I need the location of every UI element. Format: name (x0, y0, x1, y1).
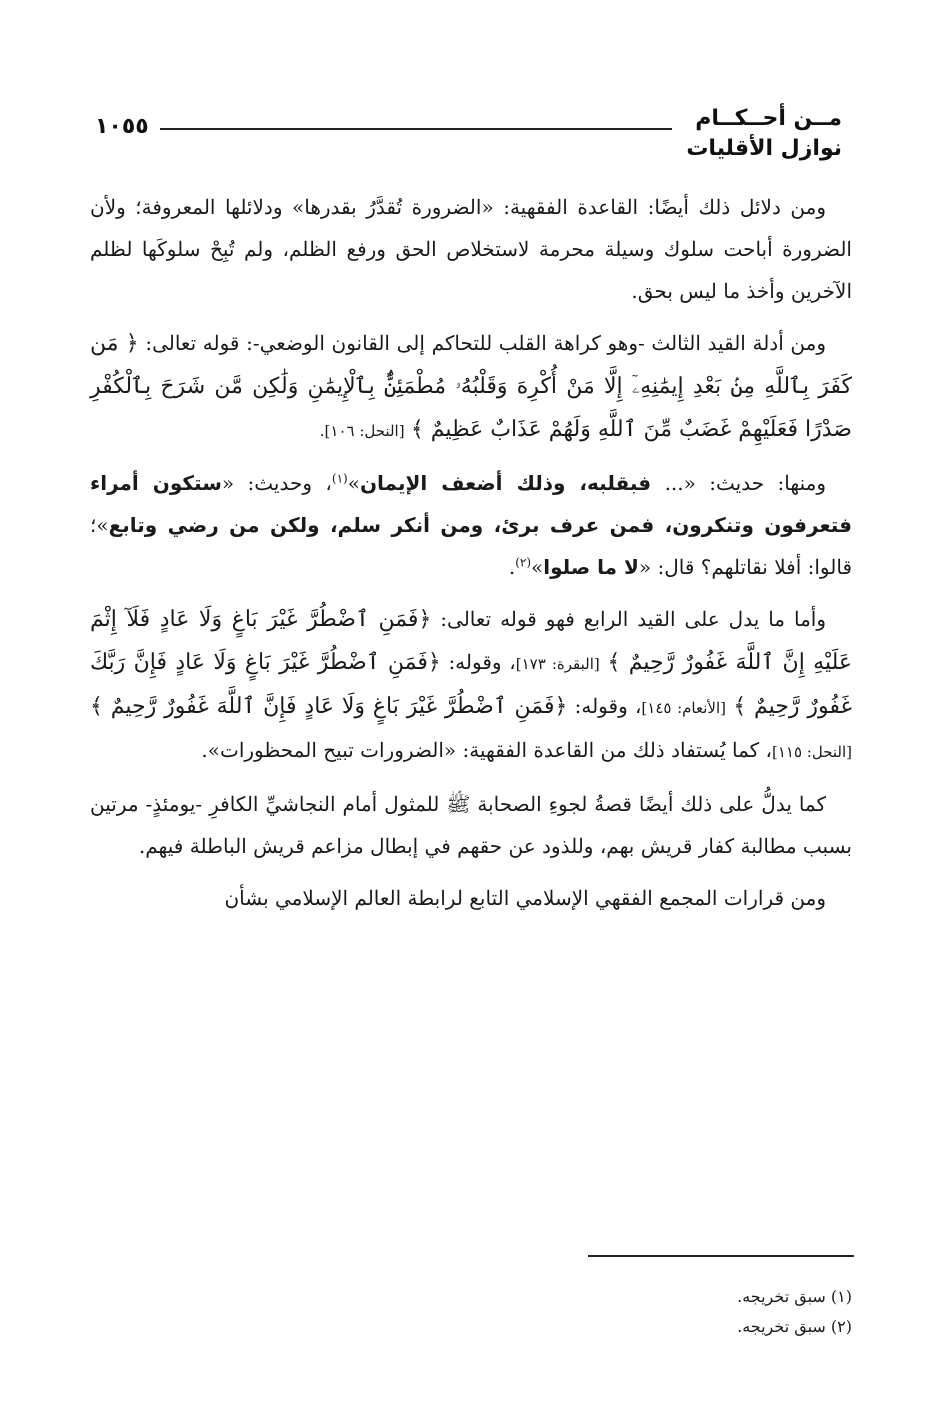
page-number: ١٠٥٥ (95, 114, 149, 139)
paragraph-4-text-c: ، وقوله: (567, 694, 642, 718)
paragraph-3-text-e: » (531, 555, 544, 579)
paragraph-3-text-b: » (347, 471, 360, 495)
hadith-text-1: فبقلبه، وذلك أضعف الإيمان (359, 471, 652, 495)
paragraph-3-text-f: . (508, 555, 516, 579)
paragraph-1: ومن دلائل ذلك أيضًا: القاعدة الفقهية: «الضرورة تُقدَّرُ بقدرها» ودلائلها المعروفة؛ ولأن الضرورة أباحت سلوك وسيلة محرمة لاستخلاص الحق ورفع الظلم، ولم تُبِحْ سلوكَها لظلم الآخرين وأخذ ما ليس بحق. (90, 195, 852, 303)
paragraph-2-intro: ومن أدلة القيد الثالث -وهو كراهة القلب للتحاكم إلى القانون الوضعي-: قوله تعالى: (138, 331, 826, 355)
hadith-text-2: ستكون أمراء فتعرفون وتنكرون، فمن عرف برئ، ومن أنكر سلم، ولكن من رضي وتابع (90, 471, 852, 537)
footnote-2: (٢) سبق تخريجه. (737, 1317, 852, 1336)
main-text (90, 186, 852, 929)
paragraph-4-text-a: وأما ما يدل على القيد الرابع فهو قوله تعالى: (431, 607, 826, 631)
verse-citation: [النحل: ١١٥] (771, 743, 852, 761)
book-title-line-1: مــن أحــكــام (695, 106, 842, 131)
footnote-1: (١) سبق تخريجه. (737, 1287, 852, 1306)
quran-verse-baqarah-173: ﴿فَمَنِ ٱضْطُرَّ غَيْرَ بَاغٍ وَلَا عَادٍ فَلَآ إِثْمَ عَلَيْهِ إِنَّ ٱللَّهَ غَفُورٌ رَّحِيمٌ ﴾ (90, 607, 852, 675)
verse-citation: [البقرة: ١٧٣] (515, 655, 600, 673)
footnote-separator (588, 1255, 854, 1257)
paragraph-2 (90, 322, 852, 452)
paragraph-3-text-c: ، وحديث: « (221, 471, 332, 495)
footnote-ref-2: (٢) (515, 555, 532, 570)
verse-citation: [الأنعام: ١٤٥] (641, 699, 726, 717)
paragraph-5: كما يدلُّ على ذلك أيضًا قصةُ لجوءِ الصحابة ﷺ للمثول أمام النجاشيِّ الكافرِ -يومئذٍ- مرتين بسبب مطالبة كفار قريش بهم، وللذود عن حقهم في إبطال مزاعم قريش الباطلة فيهم. (90, 792, 852, 858)
hadith-text-3: لا ما صلوا (543, 555, 639, 579)
verse-citation: [النحل: ١٠٦]. (319, 422, 405, 440)
book-title-line-2: نوازل الأقليات (686, 136, 842, 161)
quran-verse-anam-145: ﴿فَمَنِ ٱضْطُرَّ غَيْرَ بَاغٍ وَلَا عَادٍ فَإِنَّ رَبَّكَ غَفُورٌ رَّحِيمٌ ﴾ (90, 650, 852, 719)
paragraph-3-text-a: ومنها: حديث: «... (651, 471, 826, 495)
paragraph-4 (90, 598, 852, 773)
paragraph-4-text-d: ، كما يُستفاد ذلك من القاعدة الفقهية: «الضرورات تبيح المحظورات». (201, 738, 772, 762)
paragraph-3 (90, 462, 852, 588)
quran-verse-nahl-106: ﴿ مَن كَفَرَ بِٱللَّهِ مِنۢ بَعْدِ إِيمَٰنِهِۦٓ إِلَّا مَنْ أُكْرِهَ وَقَلْبُهُۥ مُطْمَئِنٌّۢ بِٱلْإِيمَٰنِ وَلَٰكِن مَّن شَرَحَ بِٱلْكُفْرِ صَدْرًا فَعَلَيْهِمْ غَضَبٌ مِّنَ ٱللَّهِ وَلَهُمْ عَذَابٌ عَظِيمٌ ﴾ (90, 331, 852, 442)
paragraph-4-text-b: ، وقوله: (440, 650, 516, 674)
running-book-title (686, 104, 842, 164)
header-rule (160, 128, 672, 130)
quran-verse-nahl-115: ﴿فَمَنِ ٱضْطُرَّ غَيْرَ بَاغٍ وَلَا عَادٍ فَإِنَّ ٱللَّهَ غَفُورٌ رَّحِيمٌ ﴾ (90, 694, 568, 719)
paragraph-6: ومن قرارات المجمع الفقهي الإسلامي التابع لرابطة العالم الإسلامي بشأن (224, 886, 826, 910)
paragraph-3-text-d: »؛ قالوا: أفلا نقاتلهم؟ قال: « (90, 513, 852, 579)
footnote-ref-1: (١) (331, 471, 348, 486)
page-header (95, 100, 842, 170)
footnotes (400, 1282, 852, 1342)
